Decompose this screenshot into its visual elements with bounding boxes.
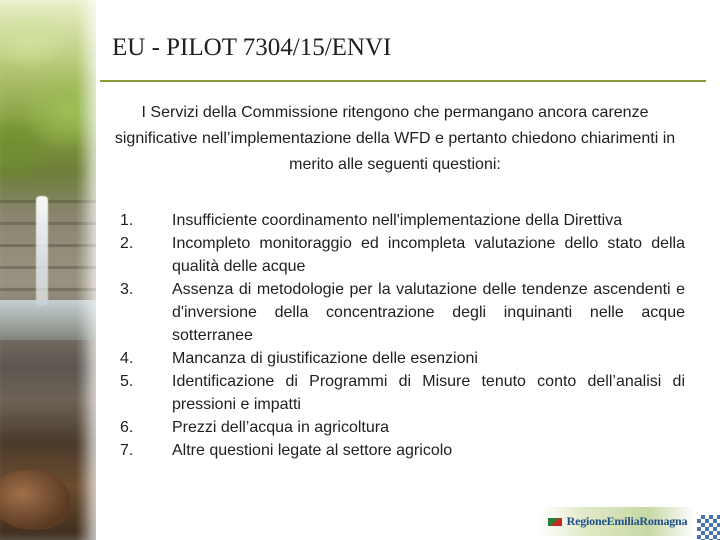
- list-item: [120, 370, 685, 416]
- region-logo: [540, 507, 695, 536]
- item-number: 5.: [120, 373, 134, 390]
- item-text: Assenza di metodologie per la valutazione delle tendenze ascendenti e d'inversione della concentrazione degli inquinanti nelle acque sotterranee: [172, 281, 685, 344]
- item-number: 3.: [120, 281, 134, 298]
- item-number: 7.: [120, 442, 134, 459]
- item-text: Prezzi dell’acqua in agricoltura: [172, 419, 389, 436]
- item-number: 2.: [120, 235, 134, 252]
- item-number: 1.: [120, 212, 134, 229]
- item-text: Mancanza di giustificazione delle esenzioni: [172, 350, 478, 367]
- item-number: 6.: [120, 419, 134, 436]
- list-item: [120, 232, 685, 278]
- item-number: 4.: [120, 350, 134, 367]
- list-item: [120, 347, 685, 370]
- list-item: [120, 439, 685, 462]
- slide-title: EU - PILOT 7304/15/ENVI: [112, 34, 392, 61]
- list-item: [120, 278, 685, 347]
- item-text: Altre questioni legate al settore agricolo: [172, 442, 453, 459]
- item-text: Identificazione di Programmi di Misure tenuto conto dell’analisi di pressioni e impatti: [172, 373, 685, 413]
- item-text: Incompleto monitoraggio ed incompleta valutazione dello stato della qualità delle acque: [172, 235, 685, 275]
- list-item: [120, 209, 685, 232]
- region-logo-text: RegioneEmiliaRomagna: [566, 514, 688, 528]
- waterfall-photo: [0, 0, 96, 540]
- corner-pattern-icon: [697, 515, 720, 540]
- issues-list: [120, 209, 685, 462]
- title-divider: [100, 80, 706, 82]
- rock: [0, 470, 70, 530]
- region-logo-icon: [548, 516, 564, 528]
- intro-paragraph: I Servizi della Commissione ritengono che permangano ancora carenze significative nell’implementazione della WFD e pertanto chiedono chiarimenti in merito alle seguenti questioni:: [114, 104, 676, 173]
- list-item: [120, 416, 685, 439]
- item-text: Insufficiente coordinamento nell'implementazione della Direttiva: [172, 212, 623, 229]
- waterfall: [36, 196, 48, 306]
